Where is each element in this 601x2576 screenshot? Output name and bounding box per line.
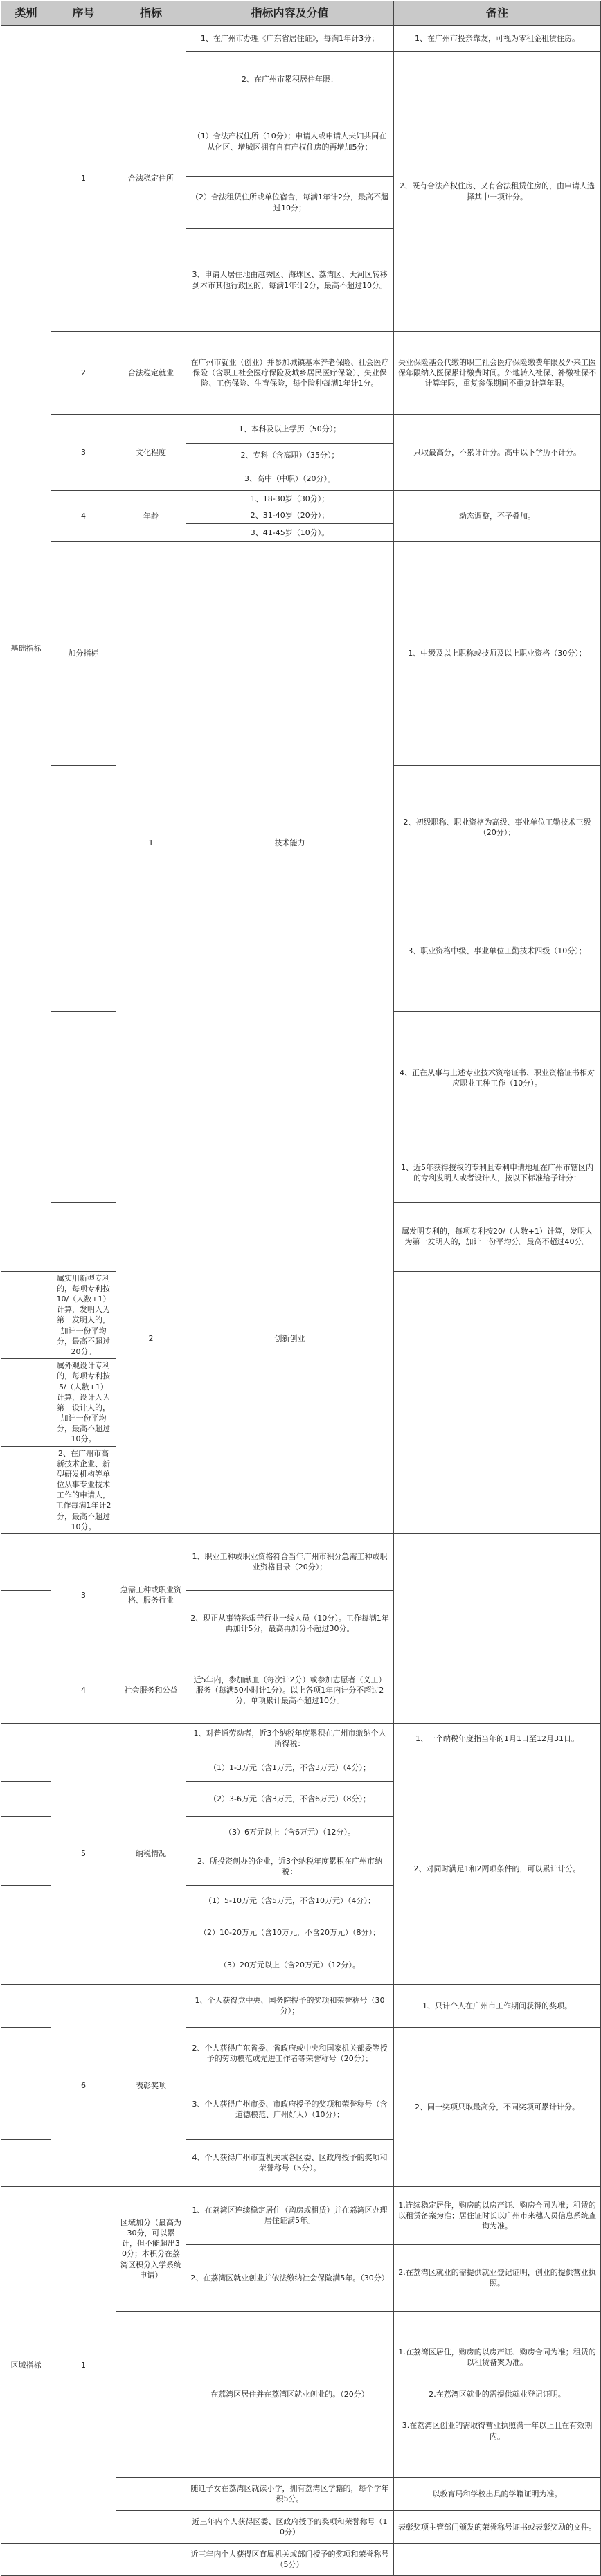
content-cell: 2、个人获得广东省委、省政府或中央和国家机关部委等授予的劳动模范或先进工作者等荣誉称号（20分）；	[186, 2027, 394, 2080]
indicator-cell: 合法稳定住所	[116, 26, 186, 332]
category-cell	[1, 1533, 51, 1590]
header-row	[1, 1, 601, 26]
content-cell: 1、对普通劳动者，近3个纳税年度累积在广州市缴纳个人所得税：	[186, 1723, 394, 1754]
number-cell: 5	[51, 1723, 116, 1984]
content-cell: 1、个人获得党中央、国务院授予的奖项和荣誉称号（30分）；	[186, 1984, 394, 2027]
number-cell	[51, 2543, 116, 2575]
content-cell: 2、初级职称、职业资格为高级、事业单位工勤技术三级（20分）；	[394, 765, 601, 890]
indicator-cell	[116, 2477, 186, 2510]
category-cell	[1, 1271, 51, 1358]
indicator-cell: 急需工种或职业资格、服务行业	[116, 1533, 186, 1657]
category-cell	[1, 1359, 51, 1446]
content-cell: 随迁子女在荔湾区就读小学，拥有荔湾区学籍的，每个学年积5分。	[186, 2477, 394, 2510]
number-cell: 2	[51, 332, 116, 415]
content-cell: 2、专科（含高职）（35分）；	[186, 444, 394, 467]
content-cell: （1）合法产权住所（10分）；申请人或申请人夫妇共同在从化区、增城区拥有自有产权住房的再增加5分；	[186, 107, 394, 177]
content-cell: 在荔湾区居住并在荔湾区就业创业的。（20分）	[186, 2311, 394, 2477]
content-cell: 近三年内个人获得区委、区政府授予的奖项和荣誉称号（10分）	[186, 2510, 394, 2543]
indicator-cell	[116, 2311, 186, 2477]
number-cell: 3	[51, 415, 116, 491]
content-cell: （2）10-20万元（含10万元，不含20万元）（8分）；	[186, 1916, 394, 1949]
content-cell: 属外观设计专利的，每项专利按5/（人数+1）计算，设计人为第一设计人的，加计一份平均分，最高不超过10分。	[51, 1359, 116, 1446]
points-criteria-table	[1, 1, 601, 2576]
remark-cell	[394, 1533, 601, 1657]
remark-cell: 失业保险基金代缴的职工社会医疗保险缴费年限及外来工医保年限纳入医保累计缴费时间。外地转入社保、补缴社保不计算年限，重复参保期间不重复计算年限。	[394, 332, 601, 415]
header-remarks: 备注	[394, 1, 601, 26]
category-cell	[1, 1590, 51, 1657]
remark-cell: 表彰奖项主管部门颁发的荣誉称号证书或表彰奖励的文件。	[394, 2510, 601, 2543]
number-cell: 4	[51, 1657, 116, 1723]
header-indicator: 指标	[116, 1, 186, 26]
content-cell: 2、在广州市高新技术企业、新型研发机构等单位从事专业技术工作的申请人，工作每满1年计2分，最高不超过10分。	[51, 1446, 116, 1533]
category-cell	[1, 1657, 51, 1723]
remark-cell: 2、对同时满足1和2两项条件的，可以累计计分。	[394, 1754, 601, 1984]
table-row	[1, 1723, 601, 1754]
category-cell	[1, 1816, 51, 1848]
content-cell: 1、在荔湾区连续稳定居住（购房或租赁）并在荔湾区办理居住证满5年。	[186, 2186, 394, 2244]
remark-cell: 动态调整，不予叠加。	[394, 491, 601, 542]
indicator-cell: 年龄	[116, 491, 186, 542]
category-cell	[51, 1144, 116, 1202]
table-body	[1, 26, 601, 2576]
content-cell: 属发明专利的，每项专利按20/（人数+1）计算，发明人为第一发明人的，加计一份平均分。最高不超过40分。	[394, 1202, 601, 1271]
indicator-cell: 区域加分（最高为30分，可以累计，但不能超出30分；本积分在荔湾区积分入学系统申请）	[116, 2186, 186, 2311]
content-cell: 1、18-30岁（30分）；	[186, 491, 394, 507]
remark-cell: 1、只计个人在广州市工作期间获得的奖项。	[394, 1984, 601, 2027]
content-cell: 在广州市就业（创业）并参加城镇基本养老保险、社会医疗保险（含职工社会医疗保险及城乡居民医疗保险）、失业保险、工伤保险、生育保险，每个险种每满1年计1分。	[186, 332, 394, 415]
category-cell	[1, 2027, 51, 2080]
remark-cell: 1、一个纳税年度指当年的1月1日至12月31日。	[394, 1723, 601, 1754]
remark-cell: 2、同一奖项只取最高分，不同奖项可累计计分。	[394, 2027, 601, 2186]
category-cell: 加分指标	[51, 542, 116, 766]
indicator-cell: 技术能力	[186, 542, 394, 1144]
content-cell: 2、31-40岁（20分）；	[186, 507, 394, 524]
remark-cell: 只取最高分，不累计计分。高中以下学历不计分。	[394, 415, 601, 491]
indicator-cell: 文化程度	[116, 415, 186, 491]
content-cell: （1）5-10万元（含5万元，不含10万元）（4分）；	[186, 1885, 394, 1916]
content-cell: 3、高中（中职）（20分）。	[186, 467, 394, 491]
header-category: 类别	[1, 1, 51, 26]
points-table-page	[1, 1, 600, 2570]
category-cell	[1, 1885, 51, 1916]
content-cell: 1、近5年获得授权的专利且专利申请地址在广州市辖区内的专利发明人或者设计人，按以下标准给予计分：	[394, 1144, 601, 1202]
table-row	[1, 415, 601, 444]
table-row	[1, 2543, 601, 2575]
table-row	[1, 2186, 601, 2244]
number-cell: 4	[51, 491, 116, 542]
content-cell: （3）6万元以上（含6万元）（12分）。	[186, 1816, 394, 1848]
remark-cell	[394, 2543, 601, 2575]
content-cell: 3、申请人居住地由越秀区、海珠区、荔湾区、天河区转移到本市其他行政区的，每满1年计2分，最高不超过10分。	[186, 229, 394, 332]
number-cell: 3	[51, 1533, 116, 1657]
content-cell: 2、在广州市累积居住年限：	[186, 52, 394, 107]
remark-cell: 2.在荔湾区就业的需提供就业登记证明，创业的提供营业执照。	[394, 2244, 601, 2311]
content-cell: 2、所投资创办的企业，近3个纳税年度累积在广州市纳税：	[186, 1848, 394, 1885]
remark-cell: 1、在广州市投亲靠友，可视为零租金租赁住房。	[394, 26, 601, 52]
content-cell: 近5年内，参加献血（每次计2分）或参加志愿者（义工）服务（每满50小时计1分）。以上各项1年内计分不超过2分，单项累计最高不超过10分。	[186, 1657, 394, 1723]
category-cell	[1, 1446, 51, 1533]
content-cell: 近三年内个人获得区直属机关或部门授予的奖项和荣誉称号（5分）	[186, 2543, 394, 2575]
table-row	[1, 1984, 601, 2027]
category-cell	[1, 1723, 51, 1754]
category-cell: 区域指标	[1, 2186, 51, 2543]
content-cell: 3、个人获得广州市委、市政府授予的奖项和荣誉称号（含道德模范、广州好人）（10分）；	[186, 2080, 394, 2139]
table-row	[1, 542, 601, 766]
table-row	[1, 26, 601, 52]
table-row	[1, 491, 601, 507]
indicator-cell	[116, 2510, 186, 2543]
remark-cell: 1.在荔湾区居住，购房的以房产证、购房合同为准；租赁的以租赁备案为准。 2.在荔湾区就业的需提供就业登记证明。 3.在荔湾区创业的需取得营业执照满一年以上且在有效期内。	[394, 2311, 601, 2477]
content-cell: 3、职业资格中级、事业单位工勤技术四级（10分）；	[394, 890, 601, 1012]
content-cell: （3）20万元以上（含20万元）（12分）。	[186, 1949, 394, 1981]
table-row	[1, 1657, 601, 1723]
content-cell: 3、41-45岁（10分）。	[186, 524, 394, 542]
table-header	[1, 1, 601, 26]
content-cell: 2、在荔湾区就业创业并依法缴纳社会保险满5年。（30分）	[186, 2244, 394, 2311]
number-cell: 1	[51, 2186, 116, 2543]
content-cell: 1、中级及以上职称或技师及以上职业资格（30分）；	[394, 542, 601, 766]
category-cell	[51, 765, 116, 890]
category-cell	[1, 2139, 51, 2186]
category-cell	[1, 1754, 51, 1781]
content-cell: 4、正在从事与上述专业技术资格证书、职业资格证书相对应职业工种工作（10分）。	[394, 1012, 601, 1144]
category-cell	[1, 2080, 51, 2139]
content-cell: 属实用新型专利的，每项专利按10/（人数+1）计算，发明人为第一发明人的，加计一份平均分，最高不超过20分。	[51, 1271, 116, 1358]
indicator-cell: 合法稳定就业	[116, 332, 186, 415]
category-cell	[1, 2543, 51, 2575]
remark-cell: 2、既有合法产权住房、又有合法租赁住房的，由申请人选择其中一项计分。	[394, 52, 601, 332]
category-cell	[51, 1202, 116, 1271]
indicator-cell	[116, 2543, 186, 2575]
content-cell: （2）3-6万元（含3万元，不含6万元）（8分）；	[186, 1781, 394, 1816]
remark-cell	[394, 1657, 601, 1723]
number-cell: 1	[51, 26, 116, 332]
remark-cell: 以教育局和学校出具的学籍证明为准。	[394, 2477, 601, 2510]
content-cell: 4、个人获得广州市直机关或各区委、区政府授予的奖项和荣誉称号（5分）。	[186, 2139, 394, 2186]
number-cell: 1	[116, 542, 186, 1144]
category-cell	[1, 1848, 51, 1885]
header-number: 序号	[51, 1, 116, 26]
category-cell	[1, 1781, 51, 1816]
indicator-cell: 纳税情况	[116, 1723, 186, 1984]
content-cell: （1）1-3万元（含1万元，不含3万元）（4分）；	[186, 1754, 394, 1781]
indicator-cell: 社会服务和公益	[116, 1657, 186, 1723]
table-row	[1, 332, 601, 415]
category-cell	[1, 1949, 51, 1981]
category-cell: 基础指标	[1, 26, 51, 1272]
content-cell: 1、本科及以上学历（50分）；	[186, 415, 394, 444]
header-content-score: 指标内容及分值	[186, 1, 394, 26]
indicator-cell: 创新创业	[186, 1144, 394, 1533]
category-cell	[51, 890, 116, 1012]
number-cell: 2	[116, 1144, 186, 1533]
table-row	[1, 1533, 601, 1590]
category-cell	[51, 1012, 116, 1144]
remark-cell: 1.连续稳定居住，购房的以房产证、购房合同为准；租赁的以租赁备案为准；居住证时长以广州市来穗人员信息系统查询为准。	[394, 2186, 601, 2244]
content-cell: 1、职业工种或职业资格符合当年广州市积分急需工种或职业资格目录（20分）；	[186, 1533, 394, 1590]
content-cell: （2）合法租赁住所或单位宿舍，每满1年计2分，最高不超过10分；	[186, 177, 394, 229]
content-cell: 2、现正从事特殊艰苦行业一线人员（10分）。工作每满1年再加计5分，最高再加分不超过30分。	[186, 1590, 394, 1657]
category-cell	[1, 1916, 51, 1949]
content-cell: 1、在广州市办理《广东省居住证》，每满1年计3分；	[186, 26, 394, 52]
table-row	[1, 1144, 601, 1202]
indicator-cell: 表彰奖项	[116, 1984, 186, 2186]
category-cell	[1, 1984, 51, 2027]
number-cell: 6	[51, 1984, 116, 2186]
